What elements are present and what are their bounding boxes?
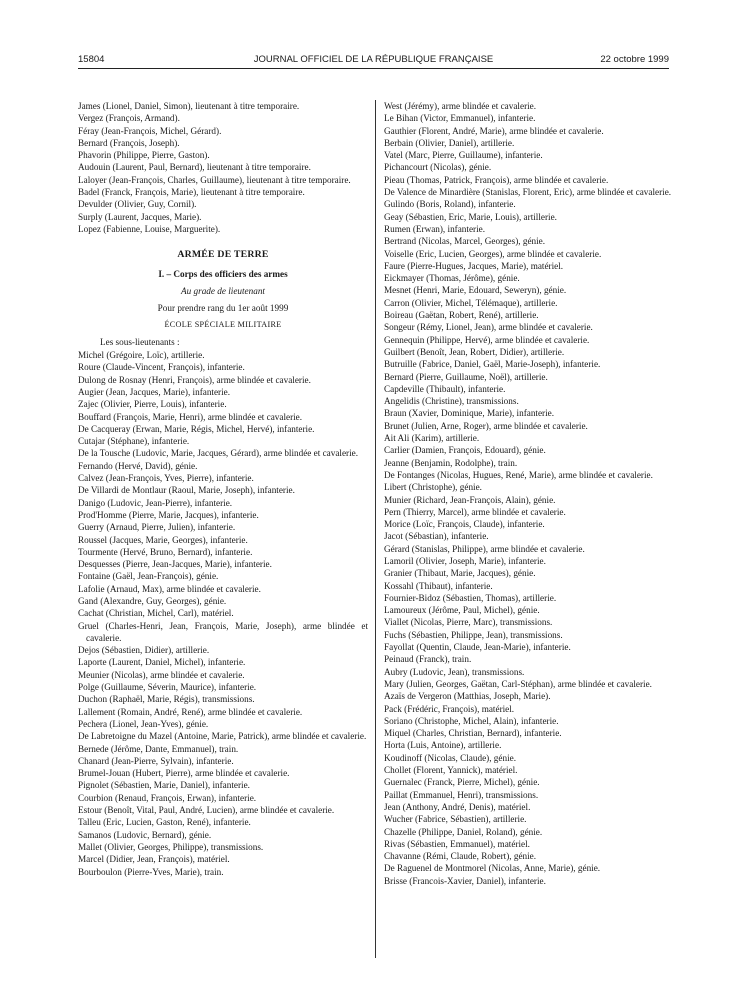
list-item: Jacot (Sébastian), infanterie. bbox=[384, 531, 489, 542]
list-item: Songeur (Rémy, Lionel, Jean), arme blindée et cavalerie. bbox=[384, 322, 593, 333]
list-item: Mary (Julien, Georges, Gaëtan, Carl-Stéphan), arme blindée et cavalerie. bbox=[384, 678, 652, 689]
list-item: Angelidis (Christine), transmissions. bbox=[384, 396, 519, 407]
list-item: Kossahl (Thibaut), infanterie. bbox=[384, 580, 493, 591]
list-item: De Raguenel de Montmorel (Nicolas, Anne, Marie), génie. bbox=[384, 863, 601, 874]
list-item: Talleu (Eric, Lucien, Gaston, René), infanterie. bbox=[78, 817, 251, 828]
list-item: Mesnet (Henri, Marie, Edouard, Seweryn), génie. bbox=[384, 285, 567, 296]
list-item: Boireau (Gaëtan, Robert, René), artillerie. bbox=[384, 310, 539, 321]
list-item: Prod'Homme (Pierre, Marie, Jacques), infanterie. bbox=[78, 509, 259, 520]
list-item: Cachat (Christian, Michel, Carl), matériel. bbox=[78, 608, 234, 619]
list-item: Soriano (Christophe, Michel, Alain), infanterie. bbox=[384, 715, 559, 726]
list-item: Ait Ali (Karim), artillerie. bbox=[384, 433, 480, 444]
list-item: Polge (Guillaume, Séverin, Maurice), infanterie. bbox=[78, 682, 257, 693]
list-item: Gauthier (Florent, André, Marie), arme blindée et cavalerie. bbox=[384, 125, 604, 136]
list-item: De la Tousche (Ludovic, Marie, Jacques, Gérard), arme blindée et cavalerie. bbox=[78, 448, 359, 459]
list-item: Tourmente (Hervé, Bruno, Bernard), infanterie. bbox=[78, 546, 253, 557]
column-separator bbox=[375, 100, 376, 958]
list-item: Carron (Olivier, Michel, Télémaque), artillerie. bbox=[384, 297, 558, 308]
list-item: Libert (Christophe), génie. bbox=[384, 482, 482, 493]
list-item: Viallet (Nicolas, Pierre, Marc), transmissions. bbox=[384, 617, 553, 628]
list-item: Dulong de Rosnay (Henri, François), arme blindée et cavalerie. bbox=[78, 374, 311, 385]
list-item: Gennequin (Philippe, Hervé), arme blindée et cavalerie. bbox=[384, 334, 590, 345]
list-item: Roussel (Jacques, Marie, Georges), infanterie. bbox=[78, 534, 248, 545]
list-item: Meunier (Nicolas), arme blindée et cavalerie. bbox=[78, 669, 245, 680]
list-item: Lallement (Romain, André, René), arme blindée et cavalerie. bbox=[78, 706, 303, 717]
list-item: Lopez (Fabienne, Louise, Marguerite). bbox=[78, 223, 221, 234]
list-item: Le Bihan (Victor, Emmanuel), infanterie. bbox=[384, 113, 536, 124]
list-item: Dejos (Sébastien, Didier), artillerie. bbox=[78, 645, 210, 656]
list-item: Faure (Pierre-Hugues, Jacques, Marie), matériel. bbox=[384, 260, 564, 271]
list-item: Fayollat (Quentin, Claude, Jean-Marie), infanterie. bbox=[384, 642, 571, 653]
list-item: Berbain (Olivier, Daniel), artillerie. bbox=[384, 137, 515, 148]
list-item: Koudinoff (Nicolas, Claude), génie. bbox=[384, 752, 516, 763]
list-item: Lamoril (Olivier, Joseph, Marie), infanterie. bbox=[384, 555, 546, 566]
continued-list bbox=[78, 100, 368, 235]
list-item: Laporte (Laurent, Daniel, Michel), infanterie. bbox=[78, 657, 246, 668]
list-item: Paillat (Emmanuel, Henri), transmissions. bbox=[384, 789, 539, 800]
list-item: Pieau (Thomas, Patrick, François), arme blindée et cavalerie. bbox=[384, 174, 609, 185]
list-item: Horta (Luis, Antoine), artillerie. bbox=[384, 740, 502, 751]
list-item: Geay (Sébastien, Eric, Marie, Louis), artillerie. bbox=[384, 211, 557, 222]
list-item: Pern (Thierry, Marcel), arme blindée et cavalerie. bbox=[384, 506, 566, 517]
list-item: Carlier (Damien, François, Edouard), génie. bbox=[384, 445, 546, 456]
list-item: Roure (Claude-Vincent, François), infanterie. bbox=[78, 362, 245, 373]
officer-list-right bbox=[384, 100, 674, 887]
right-column bbox=[384, 100, 674, 887]
list-item: Bernard (François, Joseph). bbox=[78, 137, 180, 148]
issue-date: 22 octobre 1999 bbox=[600, 54, 669, 65]
list-item: Desquesses (Pierre, Jean-Jacques, Marie), infanterie. bbox=[78, 559, 272, 570]
list-item: West (Jérémy), arme blindée et cavalerie. bbox=[384, 101, 537, 111]
list-item: Bourboulon (Pierre-Yves, Marie), train. bbox=[78, 866, 224, 877]
list-item: Vatel (Marc, Pierre, Guillaume), infanterie. bbox=[384, 150, 543, 161]
list-item: Michel (Grégoire, Loïc), artillerie. bbox=[78, 350, 205, 361]
list-item: Mallet (Olivier, Georges, Philippe), transmissions. bbox=[78, 841, 264, 852]
list-item: Gruel (Charles-Henri, Jean, François, Marie, Joseph), arme blindée et cavalerie. bbox=[78, 620, 368, 643]
grade-heading: Au grade de lieutenant bbox=[181, 285, 265, 296]
list-item: Gulindo (Boris, Roland), infanterie. bbox=[384, 199, 516, 210]
list-item: Vergez (François, Armand). bbox=[78, 113, 180, 124]
list-item: Brunet (Julien, Arne, Roger), arme blindée et cavalerie. bbox=[384, 420, 588, 431]
list-item: Pignolet (Sébastien, Marie, Daniel), infanterie. bbox=[78, 780, 250, 791]
list-item: Féray (Jean-François, Michel, Gérard). bbox=[78, 125, 222, 136]
list-item: Augier (Jean, Jacques, Marie), infanterie. bbox=[78, 386, 231, 397]
list-item: Lafolie (Arnaud, Max), arme blindée et cavalerie. bbox=[78, 583, 261, 594]
rank-date: Pour prendre rang du 1er août 1999 bbox=[157, 303, 289, 314]
list-item: Phavorin (Philippe, Pierre, Gaston). bbox=[78, 150, 210, 161]
list-item: Fernando (Hervé, David), génie. bbox=[78, 460, 198, 471]
list-item: Braun (Xavier, Dominique, Marie), infanterie. bbox=[384, 408, 555, 419]
list-item: Lamoureux (Jérôme, Paul, Michel), génie. bbox=[384, 605, 540, 616]
header-rule bbox=[78, 68, 669, 69]
list-item: Gérard (Stanislas, Philippe), arme blindée et cavalerie. bbox=[384, 543, 585, 554]
list-item: Guilbert (Benoît, Jean, Robert, Didier), artillerie. bbox=[384, 346, 565, 357]
list-item: Pechera (Lionel, Jean-Yves), génie. bbox=[78, 718, 209, 729]
list-item: Laloyer (Jean-François, Charles, Guillaume), lieutenant à titre temporaire. bbox=[78, 174, 351, 185]
list-item: Guernalec (Franck, Pierre, Michel), génie. bbox=[384, 777, 540, 788]
list-item: Bernard (Pierre, Guillaume, Noël), artillerie. bbox=[384, 371, 548, 382]
list-item: De Fontanges (Nicolas, Hugues, René, Marie), arme blindée et cavalerie. bbox=[384, 469, 653, 480]
list-item: Rivas (Sébastien, Emmanuel), matériel. bbox=[384, 838, 530, 849]
list-item: Fontaine (Gaël, Jean-François), génie. bbox=[78, 571, 219, 582]
list-item: De Valence de Minardière (Stanislas, Florent, Eric), arme blindée et cavalerie. bbox=[384, 187, 672, 198]
list-item: Eickmayer (Thomas, Jérôme), génie. bbox=[384, 273, 520, 284]
list-item: Butruille (Fabrice, Daniel, Gaël, Marie-Joseph), infanterie. bbox=[384, 359, 601, 370]
list-item: Fournier-Bidoz (Sébastien, Thomas), artillerie. bbox=[384, 592, 557, 603]
list-item: Pichancourt (Nicolas), génie. bbox=[384, 162, 492, 173]
list-item: Jeanne (Benjamin, Rodolphe), train. bbox=[384, 457, 518, 468]
list-item: Capdeville (Thibault), infanterie. bbox=[384, 383, 506, 394]
list-item: Devulder (Olivier, Guy, Cornil). bbox=[78, 199, 197, 210]
list-item: Rumen (Erwan), infanterie. bbox=[384, 223, 486, 234]
school-heading: ÉCOLE SPÉCIALE MILITAIRE bbox=[164, 320, 282, 330]
list-item: Bernede (Jérôme, Dante, Emmanuel), train. bbox=[78, 743, 239, 754]
list-item: De Villardi de Montlaur (Raoul, Marie, Joseph), infanterie. bbox=[78, 485, 295, 496]
list-item: Bertrand (Nicolas, Marcel, Georges), génie. bbox=[384, 236, 546, 247]
list-item: Fuchs (Sébastien, Philippe, Jean), transmissions. bbox=[384, 629, 563, 640]
list-item: Voiselle (Eric, Lucien, Georges), arme blindée et cavalerie. bbox=[384, 248, 602, 259]
list-item: Brisse (Francois-Xavier, Daniel), infanterie. bbox=[384, 875, 546, 886]
list-item: Morice (Loïc, François, Claude), infanterie. bbox=[384, 519, 545, 530]
section-subtitle: I. – Corps des officiers des armes bbox=[158, 268, 288, 279]
list-item: Surply (Laurent, Jacques, Marie). bbox=[78, 211, 202, 222]
list-item: Chollet (Florent, Yannick), matériel. bbox=[384, 765, 518, 776]
list-item: Chazelle (Philippe, Daniel, Roland), génie. bbox=[384, 826, 543, 837]
list-item: Cutajar (Stéphane), infanterie. bbox=[78, 436, 190, 447]
list-item: Zajec (Olivier, Pierre, Louis), infanterie. bbox=[78, 399, 227, 410]
list-item: Peinaud (Franck), train. bbox=[384, 654, 472, 665]
list-item: Danigo (Ludovic, Jean-Pierre), infanterie. bbox=[78, 497, 233, 508]
list-item: Gand (Alexandre, Guy, Georges), génie. bbox=[78, 595, 227, 606]
journal-title: JOURNAL OFFICIEL DE LA RÉPUBLIQUE FRANÇAISE bbox=[253, 54, 494, 65]
list-item: Chavanne (Rémi, Claude, Robert), génie. bbox=[384, 851, 537, 862]
list-item: Chanard (Jean-Pierre, Sylvain), infanterie. bbox=[78, 755, 234, 766]
list-item: Wucher (Fabrice, Sébastien), artillerie. bbox=[384, 814, 527, 825]
list-item: Munier (Richard, Jean-François, Alain), génie. bbox=[384, 494, 556, 505]
section-title: ARMÉE DE TERRE bbox=[177, 249, 269, 261]
list-item: Azaïs de Vergeron (Matthias, Joseph, Marie). bbox=[384, 691, 551, 702]
list-item: De Labretoigne du Mazel (Antoine, Marie, Patrick), arme blindée et cavalerie. bbox=[78, 731, 367, 742]
list-lead: Les sous-lieutenants : bbox=[100, 336, 180, 347]
left-column bbox=[78, 100, 368, 878]
list-item: Jean (Anthony, André, Denis), matériel. bbox=[384, 801, 531, 812]
list-item: Samanos (Ludovic, Bernard), génie. bbox=[78, 829, 212, 840]
list-item: Bouffard (François, Marie, Henri), arme blindée et cavalerie. bbox=[78, 411, 303, 422]
list-item: Marcel (Didier, Jean, François), matériel. bbox=[78, 854, 230, 865]
list-item: De Cacqueray (Erwan, Marie, Régis, Michel, Hervé), infanterie. bbox=[78, 423, 315, 434]
page-number: 15804 bbox=[78, 54, 105, 65]
list-item: Calvez (Jean-François, Yves, Pierre), infanterie. bbox=[78, 473, 254, 484]
list-item: Duchon (Raphaël, Marie, Régis), transmissions. bbox=[78, 694, 255, 705]
list-item: Aubry (Ludovic, Jean), transmissions. bbox=[384, 666, 525, 677]
page-header bbox=[78, 54, 669, 68]
list-item: Audouin (Laurent, Paul, Bernard), lieutenant à titre temporaire. bbox=[78, 162, 311, 173]
list-item: James (Lionel, Daniel, Simon), lieutenant à titre temporaire. bbox=[78, 101, 300, 111]
list-item: Guerry (Arnaud, Pierre, Julien), infanterie. bbox=[78, 522, 236, 533]
list-item: Brumel-Jouan (Hubert, Pierre), arme blindée et cavalerie. bbox=[78, 768, 290, 779]
officer-list-left bbox=[78, 349, 368, 878]
list-item: Badel (Franck, François, Marie), lieutenant à titre temporaire. bbox=[78, 187, 305, 198]
list-item: Granier (Thibaut, Marie, Jacques), génie. bbox=[384, 568, 536, 579]
list-item: Courbion (Renaud, François, Erwan), infanterie. bbox=[78, 792, 257, 803]
list-item: Estour (Benoît, Vital, Paul, André, Lucien), arme blindée et cavalerie. bbox=[78, 805, 335, 816]
list-item: Pack (Frédéric, François), matériel. bbox=[384, 703, 515, 714]
list-item: Miquel (Charles, Christian, Bernard), infanterie. bbox=[384, 728, 562, 739]
